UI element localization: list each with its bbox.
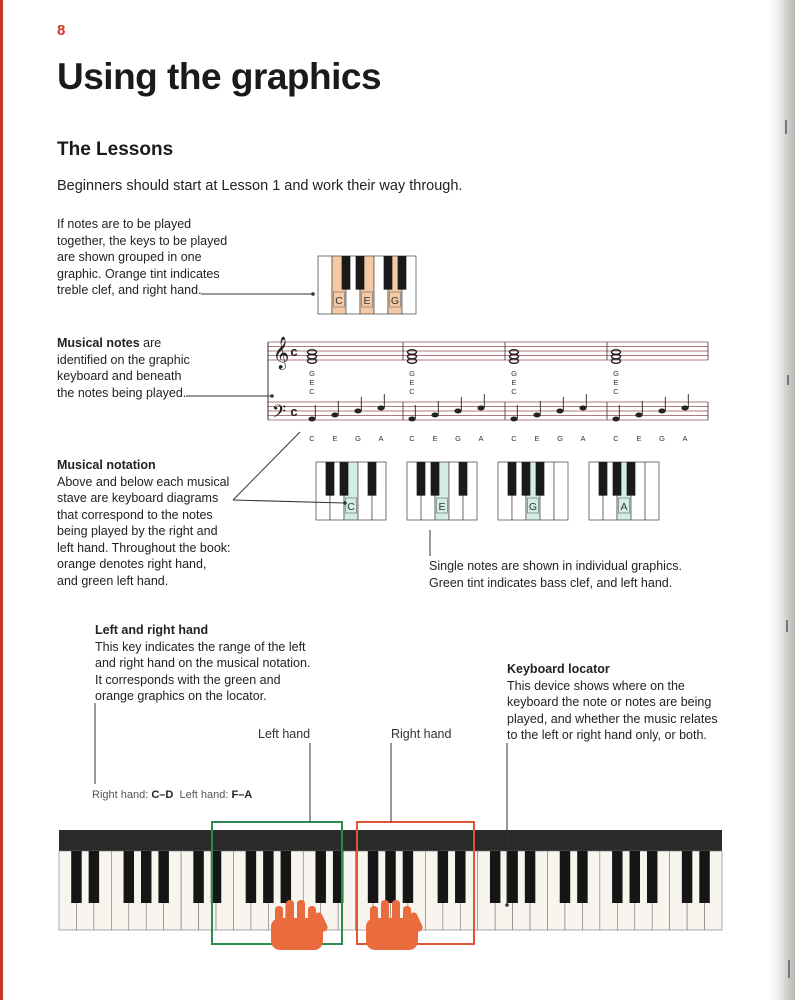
chord-note-label: C <box>309 387 315 396</box>
chord-note-label: G <box>309 369 315 378</box>
callout-dot <box>311 292 315 296</box>
treble-clef-icon: 𝄞 <box>272 337 290 368</box>
time-signature-icon: c <box>290 404 298 419</box>
musical-notation-note: Musical notation Above and below each musical stave are keyboard diagrams that correspond to the notes being played by the right and left hand. Throughout the book: orange denotes right hand, and green left hand. <box>57 458 231 588</box>
chord-note-label: E <box>309 378 315 387</box>
grouped-keys-note: If notes are to be played together, the keys to be played are shown grouped in one graphic. Orange tint indicates treble clef, and right hand. <box>57 217 228 297</box>
callout-line <box>233 500 345 503</box>
chord-note-label: E <box>409 378 415 387</box>
bass-note-label: C <box>409 434 415 443</box>
single-notes-note: Single notes are shown in individual graphics. Green tint indicates bass clef, and left hand. <box>429 559 682 590</box>
callout-dot <box>343 501 347 505</box>
key-label: G <box>528 501 538 513</box>
bass-note-label: G <box>557 434 563 443</box>
bass-note-label: A <box>682 434 688 443</box>
bass-note-label: E <box>332 434 338 443</box>
chord-note-label: C <box>613 387 619 396</box>
bass-clef-icon: 𝄢 <box>271 401 287 426</box>
chord-note-label: E <box>613 378 619 387</box>
left-right-hand-note: Left and right hand This key indicates the range of the left and right hand on the musical notation. It corresponds with the green and orange graphics on the locator. <box>95 623 311 703</box>
key-label: C <box>347 501 355 513</box>
intro-text: Beginners should start at Lesson 1 and work their way through. <box>57 178 463 194</box>
chord-note-label: G <box>511 369 517 378</box>
bass-note-label: E <box>432 434 438 443</box>
chord-note-label: G <box>613 369 619 378</box>
bass-note-label: G <box>659 434 665 443</box>
bass-note-label: G <box>355 434 361 443</box>
bass-note-label: E <box>636 434 642 443</box>
key-label: E <box>363 295 371 307</box>
bass-note-label: A <box>478 434 484 443</box>
section-heading: The Lessons <box>57 139 174 160</box>
page-number: 8 <box>57 22 66 39</box>
keyboard-locator-note: Keyboard locator This device shows where on the keyboard the note or notes are being played, and whether the music relates to the left or right hand only, or both. <box>507 662 718 742</box>
callout-line <box>233 432 300 500</box>
chord-note-label: G <box>409 369 415 378</box>
callout-dot <box>270 394 274 398</box>
bass-note-label: C <box>511 434 517 443</box>
page-title: Using the graphics <box>57 56 382 97</box>
key-label: A <box>620 501 628 513</box>
hand-range-key: Right hand: C–D Left hand: F–A <box>92 789 253 801</box>
left-hand-label: Left hand <box>258 727 311 741</box>
chord-note-label: E <box>511 378 517 387</box>
right-hand-label: Right hand <box>391 727 452 741</box>
key-label: E <box>438 501 446 513</box>
bass-note-label: C <box>613 434 619 443</box>
key-label: G <box>390 295 400 307</box>
musical-notes-note: Musical notes are identified on the graphic keyboard and beneath the notes being played. <box>57 336 190 400</box>
chord-note-label: C <box>409 387 415 396</box>
bass-note-label: A <box>378 434 384 443</box>
bass-note-label: C <box>309 434 315 443</box>
bass-note-label: A <box>580 434 586 443</box>
time-signature-icon: c <box>290 344 298 359</box>
bass-note-label: E <box>534 434 540 443</box>
bass-note-label: G <box>455 434 461 443</box>
chord-note-label: C <box>511 387 517 396</box>
callout-dot <box>505 903 509 907</box>
key-label: C <box>335 295 343 307</box>
